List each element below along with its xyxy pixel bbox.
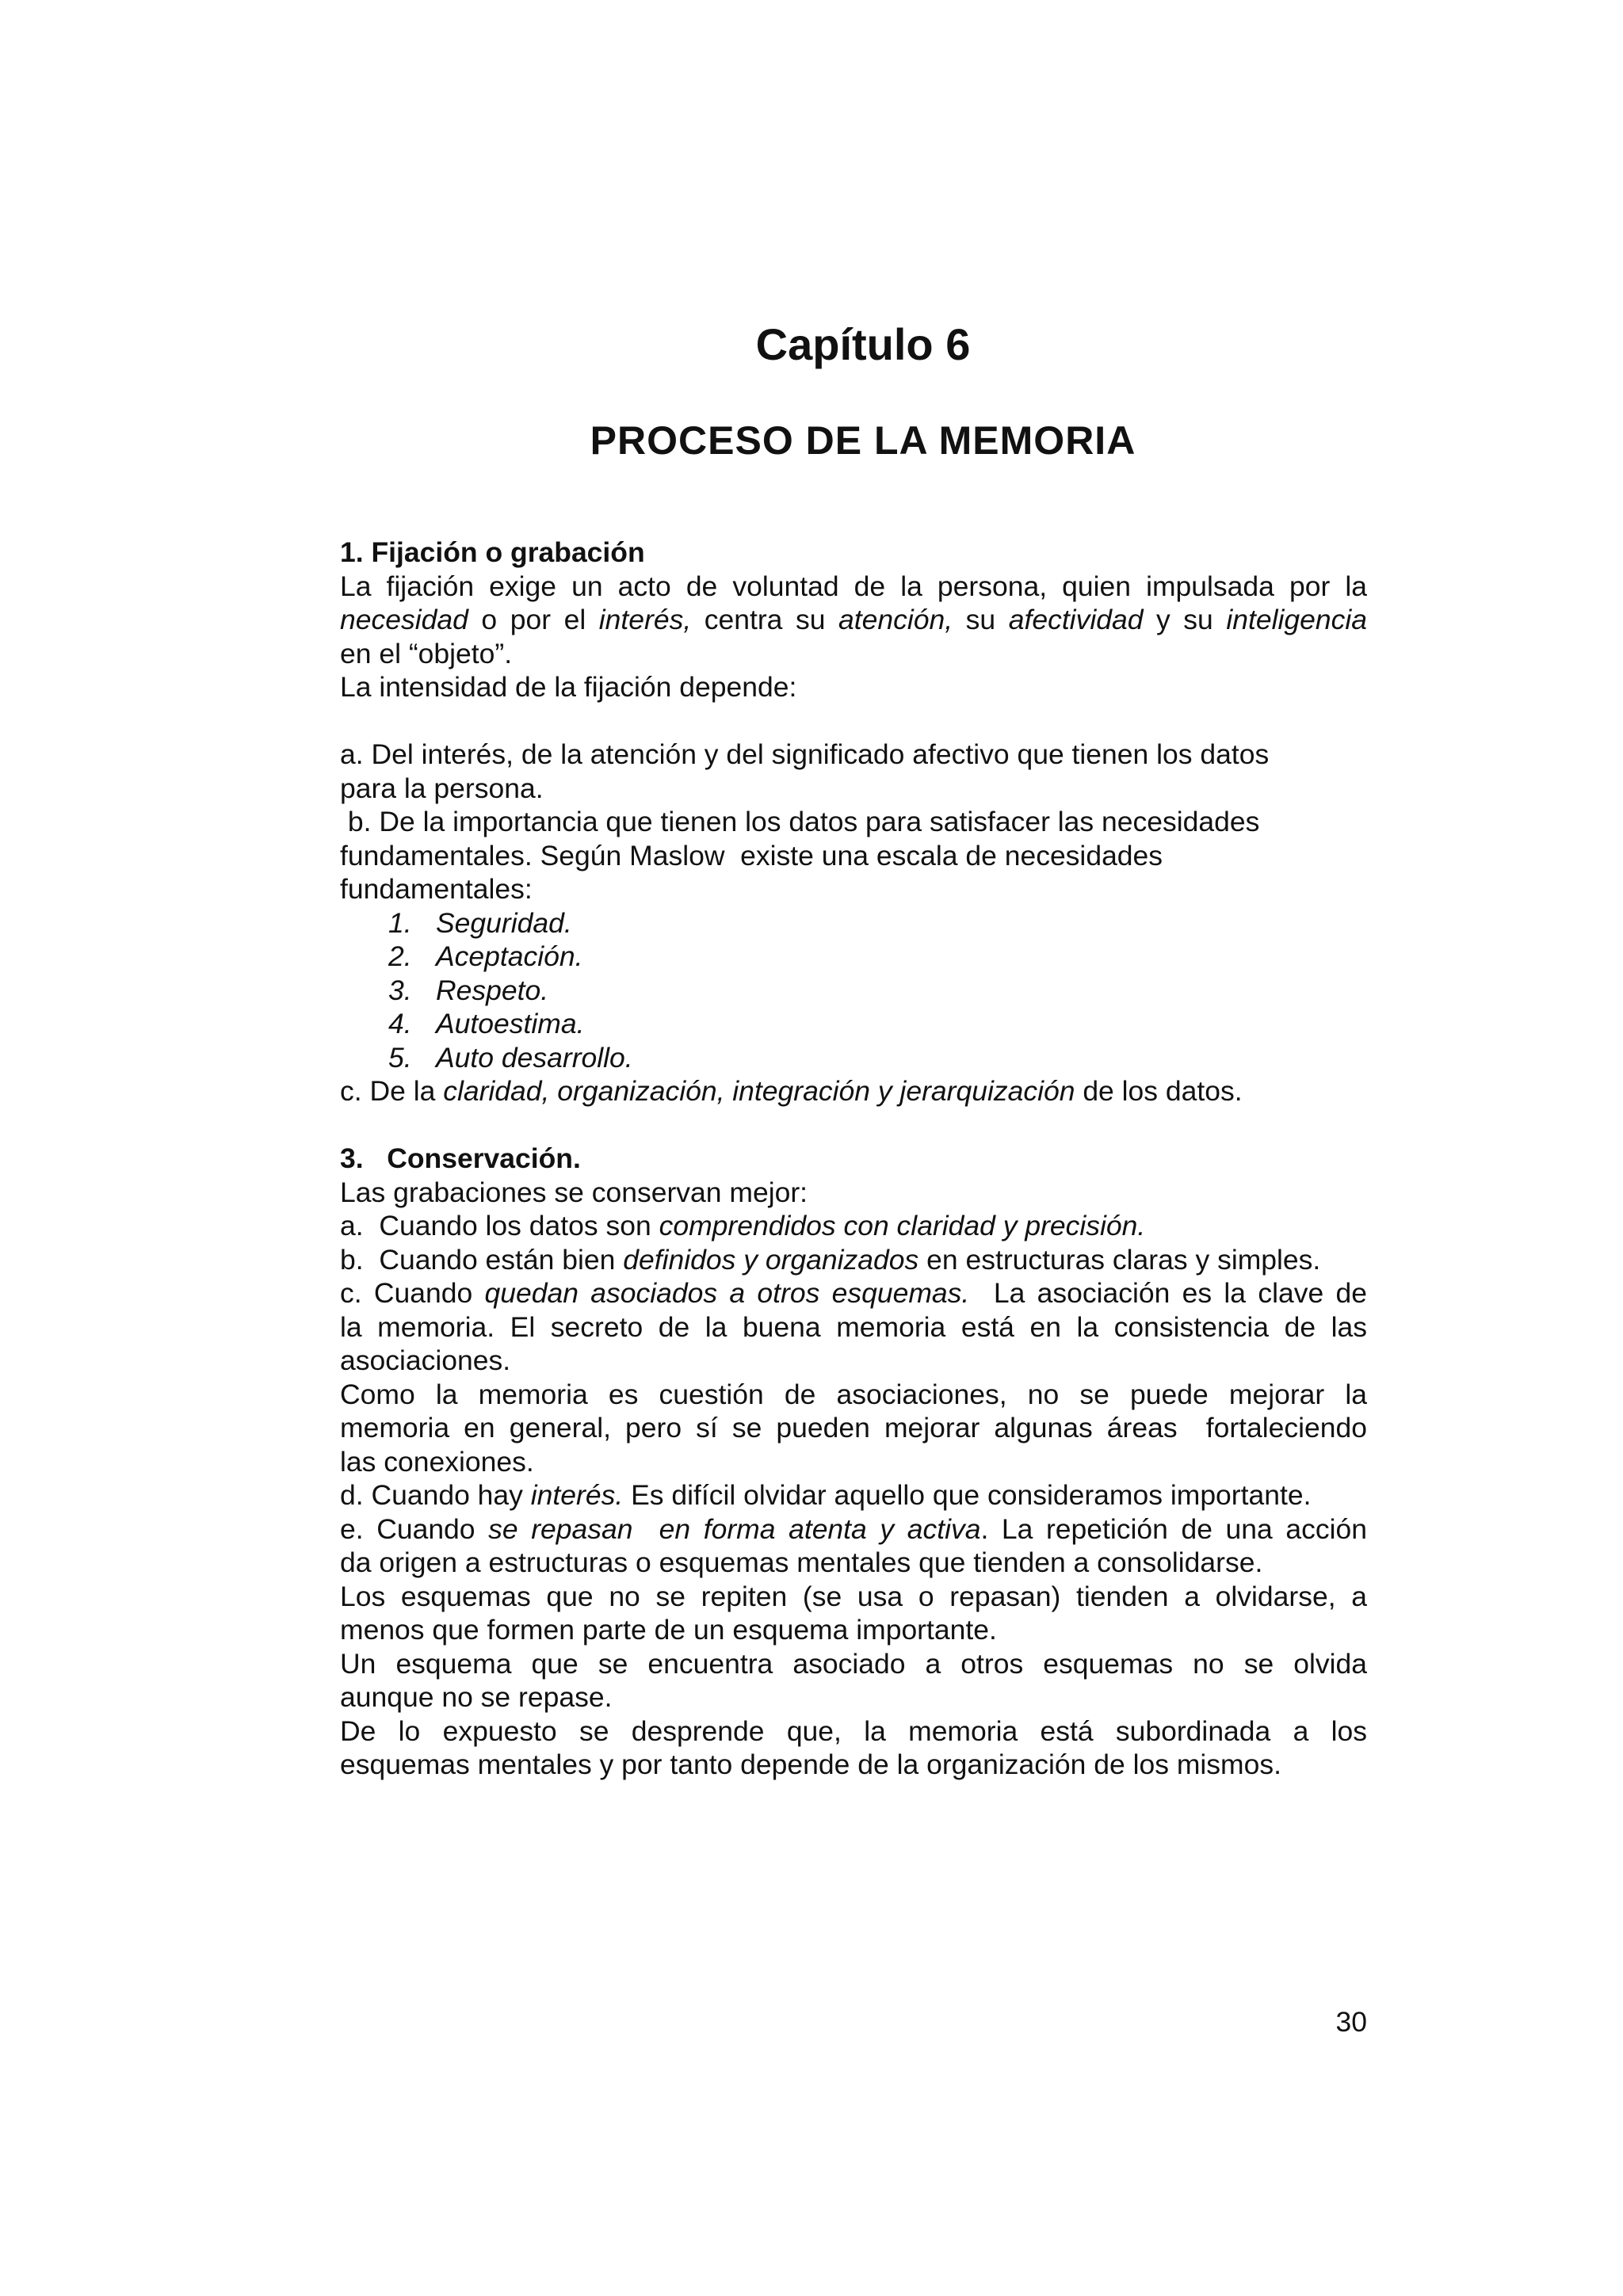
needs-list [340,906,1367,1075]
chapter-subtitle: PROCESO DE LA MEMORIA [590,418,1136,463]
paragraph-line: memoria en general, pero sí se pueden mejorar algunas áreas fortaleciendo [340,1412,1367,1444]
conservation-intro: Las grabaciones se conservan mejor: [340,1176,808,1208]
emphasis: se repasan en forma atenta y activa [488,1512,981,1545]
paragraph-line: aunque no se repase. [340,1681,613,1713]
emphasis: necesidad [340,604,468,635]
paragraph-line: menos que formen parte de un esquema importante. [340,1614,997,1646]
paragraph-line: necesidad o por el interés, centra su atención, su afectividad y su inteligencia [340,604,1367,635]
paragraph-line: la memoria. El secreto de la buena memoria está en la consistencia de las [340,1310,1367,1343]
paragraph-line: esquemas mentales y por tanto depende de la organización de los mismos. [340,1749,1281,1780]
item-b-line: fundamentales. Según Maslow existe una escala de necesidades [340,839,1163,871]
item-c-line: c. De la claridad, organización, integración y jerarquización de los datos. [340,1075,1243,1107]
item-b-line: fundamentales: [340,873,533,905]
conservation-item-e: e. Cuando se repasan en forma atenta y activa. La repetición de una acción [340,1512,1367,1545]
conservation-item-b: b. Cuando están bien definidos y organizados en estructuras claras y simples. [340,1243,1321,1276]
list-item: 4. Autoestima. [388,1008,585,1039]
fixation-paragraph [340,570,1367,671]
paragraph-line: Los esquemas que no se repiten (se usa o repasan) tienden a olvidarse, a [340,1580,1367,1612]
item-a-line: para la persona. [340,772,544,804]
paragraph-line: Un esquema que se encuentra asociado a otros esquemas no se olvida [340,1647,1367,1680]
emphasis: interés, [598,604,692,635]
intensity-line: La intensidad de la fijación depende: [340,671,797,703]
document-body [340,536,1367,1782]
emphasis: claridad, organización, integración y jerarquización [443,1075,1075,1107]
paragraph-line: La fijación exige un acto de voluntad de la persona, quien impulsada por la [340,570,1367,602]
paragraph-line: en el “objeto”. [340,637,513,669]
conservation-item-a: a. Cuando los datos son comprendidos con claridad y precisión. [340,1210,1146,1241]
paragraph-line: las conexiones. [340,1445,534,1478]
emphasis: atención, [838,604,953,635]
list-item: 5. Auto desarrollo. [388,1041,633,1074]
emphasis: quedan asociados a otros esquemas. [484,1277,970,1309]
section-1-heading: 1. Fijación o grabación [340,536,645,568]
item-b-line: b. De la importancia que tienen los datos para satisfacer las necesidades [340,806,1260,837]
chapter-title: Capítulo 6 [755,319,971,369]
item-a-line: a. Del interés, de la atención y del significado afectivo que tienen los datos [340,738,1270,770]
paragraph-line: asociaciones. [340,1344,511,1376]
section-3-heading: 3. Conservación. [340,1142,581,1174]
conservation-item-c: c. Cuando quedan asociados a otros esquemas. La asociación es la clave de [340,1277,1367,1309]
emphasis: comprendidos con claridad y precisión. [659,1210,1146,1241]
list-item: 3. Respeto. [388,974,549,1006]
emphasis: definidos y organizados [623,1243,919,1276]
list-item: 1. Seguridad. [388,906,572,939]
emphasis: interés. [530,1479,624,1511]
paragraph-line: De lo expuesto se desprende que, la memoria está subordinada a los [340,1714,1367,1747]
emphasis: inteligencia [1226,604,1367,635]
list-item: 2. Aceptación. [388,940,583,972]
paragraph-line: da origen a estructuras o esquemas mentales que tienden a consolidarse. [340,1547,1263,1578]
conservation-item-d: d. Cuando hay interés. Es difícil olvidar aquello que consideramos importante. [340,1479,1312,1511]
paragraph-line: Como la memoria es cuestión de asociaciones, no se puede mejorar la [340,1378,1367,1410]
page-number: 30 [1335,2006,1367,2038]
emphasis: afectividad [1008,604,1144,635]
